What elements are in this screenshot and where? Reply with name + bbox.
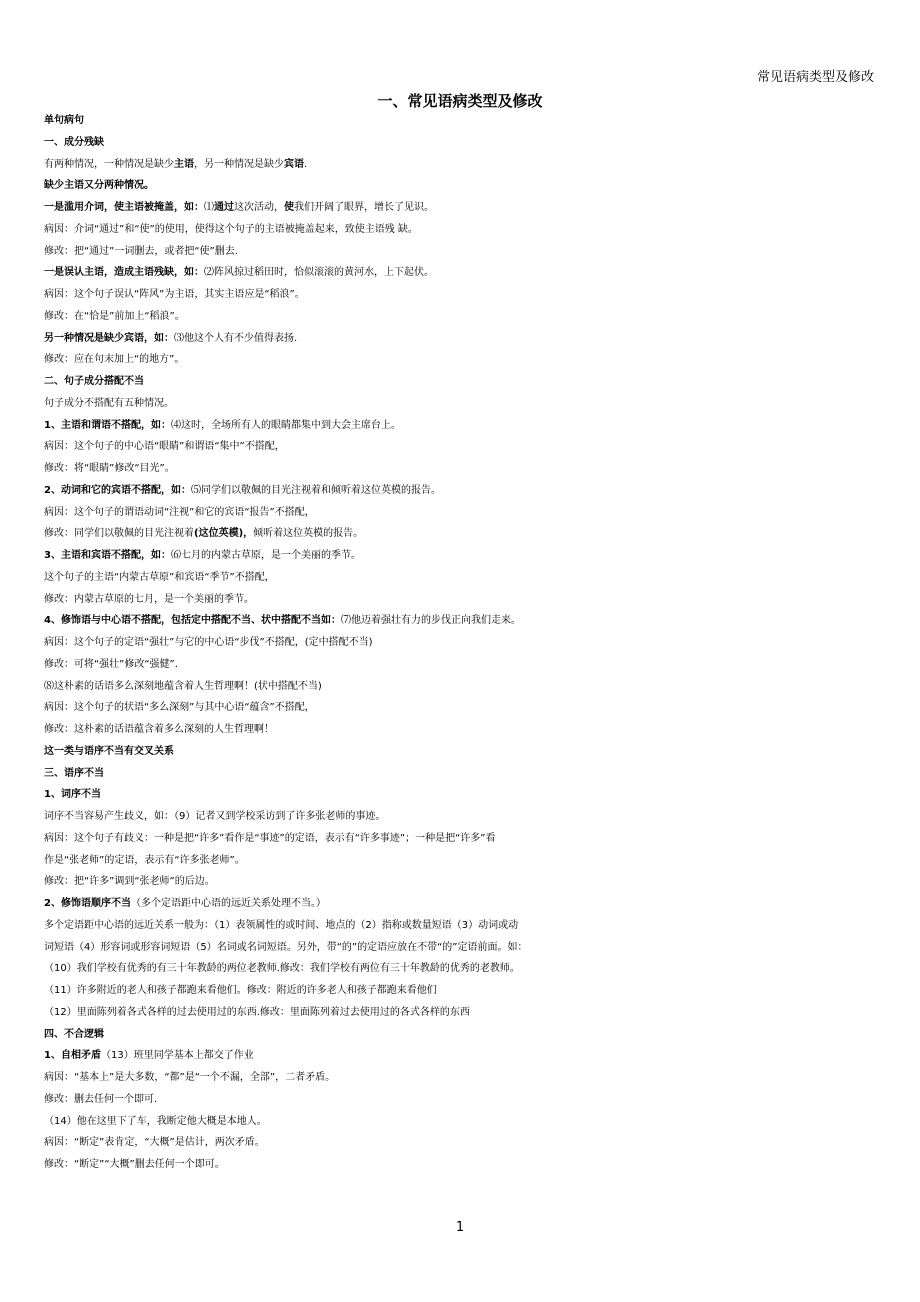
bold-text-segment: 2、修饰语顺序不当: [44, 898, 131, 909]
bold-text-segment: 2、动词和它的宾语不搭配，如：: [44, 484, 191, 496]
bold-text-segment: 另一种情况是缺少宾语，如：: [44, 332, 174, 344]
text-segment: 病因：这个句子的中心语“眼睛”和谓语“集中”不搭配，: [44, 441, 285, 453]
text-segment: 修改：在“恰是”前加上“稻浪”。: [44, 310, 185, 322]
bold-text-segment: 主语: [174, 158, 194, 170]
text-segment: 多个定语距中心语的远近关系一般为：（1）表领属性的或时间、地点的（2）指称或数量短语（3）动词或动: [44, 919, 519, 931]
text-line: [44, 610, 884, 632]
text-line: [44, 284, 884, 306]
text-line: [44, 741, 884, 763]
text-segment: 词短语（4）形容词或形容词短语（5）名词或名词短语。另外，带“的”的定语应放在不带“的”定语前面。如：: [44, 941, 528, 953]
text-segment: ⑷这时，全场所有人的眼睛都集中到大会主席台上。: [170, 419, 401, 431]
text-line: [44, 1089, 884, 1111]
bold-text-segment: 一是滥用介词，使主语被掩盖，如：: [44, 202, 204, 213]
bold-text-segment: 一、成分残缺: [44, 136, 104, 148]
text-line: [44, 632, 884, 654]
bold-text-segment: 宾语: [284, 158, 304, 170]
text-segment: （12）里面陈列着各式各样的过去使用过的东西.修改：里面陈列着过去使用过的各式各样的东西: [44, 1006, 470, 1018]
text-segment: 修改：内蒙古草原的七月，是一个美丽的季节。: [44, 593, 254, 605]
text-line: [44, 958, 884, 980]
text-line: [44, 154, 884, 176]
bold-text-segment: 二、句子成分搭配不当: [44, 376, 144, 387]
text-line: [44, 219, 884, 241]
text-segment: 修改：把“许多”调到“张老师”的后边。: [44, 876, 215, 888]
text-segment: 倾听着这位英模的报告。: [253, 528, 364, 540]
text-segment: ⑶他这个人有不少值得表扬.: [174, 332, 298, 344]
text-line: [44, 241, 884, 263]
text-line: [44, 676, 884, 698]
bold-text-segment: 一是误认主语，造成主语残缺，如：: [44, 267, 204, 279]
text-segment: ⑺他迈着强壮有力的步伐正向我们走来。: [340, 615, 521, 627]
text-line: [44, 567, 884, 589]
text-segment: 病因：“断定”表肯定，“大概”是估计，两次矛盾。: [44, 1137, 265, 1149]
text-segment: （多个定语距中心语的远近关系处理不当。）: [130, 898, 326, 909]
text-line: [44, 828, 884, 850]
bold-text-segment: 3、主语和宾语不搭配，如：: [44, 550, 171, 561]
text-segment: ⑴: [204, 202, 214, 213]
text-segment: 我们开阔了眼界，增长了见识。: [294, 202, 434, 213]
text-line: [44, 458, 884, 480]
text-line: [44, 197, 884, 219]
text-segment: ⑹七月的内蒙古草原，是一个美丽的季节。: [170, 550, 361, 561]
text-segment: （14）他在这里下了车，我断定他大概是本地人。: [44, 1115, 267, 1127]
bold-text-segment: 使: [284, 202, 294, 213]
text-segment: （11）许多附近的老人和孩子都跑来看他们。修改：附近的许多老人和孩子都跑来看他们: [44, 985, 437, 996]
text-line: [44, 262, 884, 284]
bold-text-segment: 这一类与语序不当有交叉关系: [44, 745, 174, 757]
text-line: [44, 132, 884, 154]
text-segment: 这个句子的主语“内蒙古草原”和宾语“季节”不搭配，: [44, 571, 275, 583]
text-line: [44, 328, 884, 350]
bold-text-segment: 1、词序不当: [44, 789, 101, 801]
text-segment: 病因：“基本上”是大多数，“都”是“一个不漏，全部”，二者矛盾。: [44, 1072, 336, 1083]
text-segment: 句子成分不搭配有五种情况。: [44, 397, 174, 409]
text-segment: 修改：删去任何一个即可.: [44, 1093, 158, 1105]
text-line: [44, 306, 884, 328]
text-segment: 病因：这个句子的谓语动词“注视”和它的宾语“报告”不搭配，: [44, 506, 315, 518]
bold-text-segment: (这位英模)，: [194, 528, 254, 540]
text-line: [44, 175, 884, 197]
text-segment: 修改：“断定”“大概”删去任何一个即可。: [44, 1159, 225, 1170]
text-line: [44, 589, 884, 611]
text-line: [44, 415, 884, 437]
text-segment: ⑵阵风掠过稻田时，恰似滚滚的黄河水，上下起伏。: [204, 267, 434, 279]
text-segment: 病因：这个句子误认“阵风”为主语，其实主语应是“稻浪”。: [44, 289, 305, 300]
text-line: [44, 850, 884, 872]
text-segment: ⑻这朴素的话语多么深刻地蕴含着人生哲理啊！(状中搭配不当): [44, 680, 322, 692]
text-line: [44, 1045, 884, 1067]
text-segment: 病因：这个句子的状语“多么深刻”与其中心语“蕴含”不搭配，: [44, 702, 315, 714]
bold-text-segment: 单句病句: [44, 115, 84, 126]
text-line: [44, 1132, 884, 1154]
text-line: [44, 915, 884, 937]
text-segment: （13）班里同学基本上都交了作业: [100, 1050, 254, 1062]
text-line: [44, 436, 884, 458]
bold-text-segment: 4、修饰语与中心语不搭配，包括定中搭配不当、状中搭配不当如：: [44, 615, 341, 627]
text-line: [44, 784, 884, 806]
text-line: [44, 654, 884, 676]
text-segment: 修改：可将“强壮”修改“强健”.: [44, 658, 178, 670]
bold-text-segment: 四、不合逻辑: [44, 1028, 104, 1040]
text-line: [44, 719, 884, 741]
text-line: [44, 763, 884, 785]
text-segment: 修改：同学们以敬佩的目光注视着: [44, 528, 194, 540]
text-line: [44, 371, 884, 393]
text-line: [44, 1002, 884, 1024]
text-line: [44, 806, 884, 828]
text-line: [44, 480, 884, 502]
bold-text-segment: 1、主语和谓语不搭配，如：: [44, 419, 171, 431]
bold-text-segment: 三、语序不当: [44, 767, 104, 779]
text-line: [44, 1111, 884, 1133]
text-segment: 修改：把“通过”一词删去，或者把“使”删去.: [44, 245, 238, 257]
page-title: 一、常见语病类型及修改: [377, 92, 543, 110]
text-segment: 修改：这朴素的话语蕴含着多么深刻的人生哲理啊！: [44, 724, 274, 735]
bold-text-segment: 缺少主语又分两种情况。: [44, 180, 154, 192]
text-line: [44, 937, 884, 959]
running-header: 常见语病类型及修改: [756, 70, 874, 85]
text-segment: 病因：介词“通过”和“使”的使用，使得这个句子的主语被掩盖起来，致使主语残 缺。: [44, 223, 418, 235]
text-line: [44, 349, 884, 371]
text-segment: 有两种情况，一种情况是缺少: [44, 158, 174, 170]
text-segment: 修改：应在句末加上“的地方”。: [44, 354, 185, 366]
text-segment: （10）我们学校有优秀的有三十年教龄的两位老教师.修改：我们学校有两位有三十年教龄的优秀的老教师。: [44, 963, 520, 975]
text-line: [44, 545, 884, 567]
text-segment: 修改：将“眼睛”修改“目光”。: [44, 463, 175, 474]
text-line: [44, 697, 884, 719]
bold-text-segment: 通过: [214, 202, 234, 213]
text-line: [44, 980, 884, 1002]
text-segment: 词序不当容易产生歧义，如：（9）记者又到学校采访到了许多张老师的事迹。: [44, 811, 386, 822]
text-line: [44, 110, 884, 132]
text-line: [44, 871, 884, 893]
text-segment: 这次活动，: [234, 202, 284, 213]
text-line: [44, 1154, 884, 1176]
page-number: 1: [455, 1220, 465, 1235]
text-line: [44, 1024, 884, 1046]
text-line: [44, 393, 884, 415]
text-segment: 作是“张老师”的定语，表示有“许多张老师”。: [44, 854, 245, 866]
text-line: [44, 523, 884, 545]
text-segment: .: [304, 158, 308, 170]
text-line: [44, 893, 884, 915]
text-line: [44, 1067, 884, 1089]
text-segment: ⑸同学们以敬佩的目光注视着和倾听着这位英模的报告。: [190, 484, 441, 496]
bold-text-segment: 1、自相矛盾: [44, 1050, 101, 1062]
document-body: [44, 110, 884, 1176]
text-segment: ，另一种情况是缺少: [194, 158, 284, 170]
text-line: [44, 502, 884, 524]
text-segment: 病因：这个句子有歧义：一种是把“许多”看作是“事迹”的定语，表示有“许多事迹”；一种是把“许多”看: [44, 832, 496, 844]
text-segment: 病因：这个句子的定语“强壮”与它的中心语“步伐”不搭配，(定中搭配不当): [44, 637, 373, 648]
